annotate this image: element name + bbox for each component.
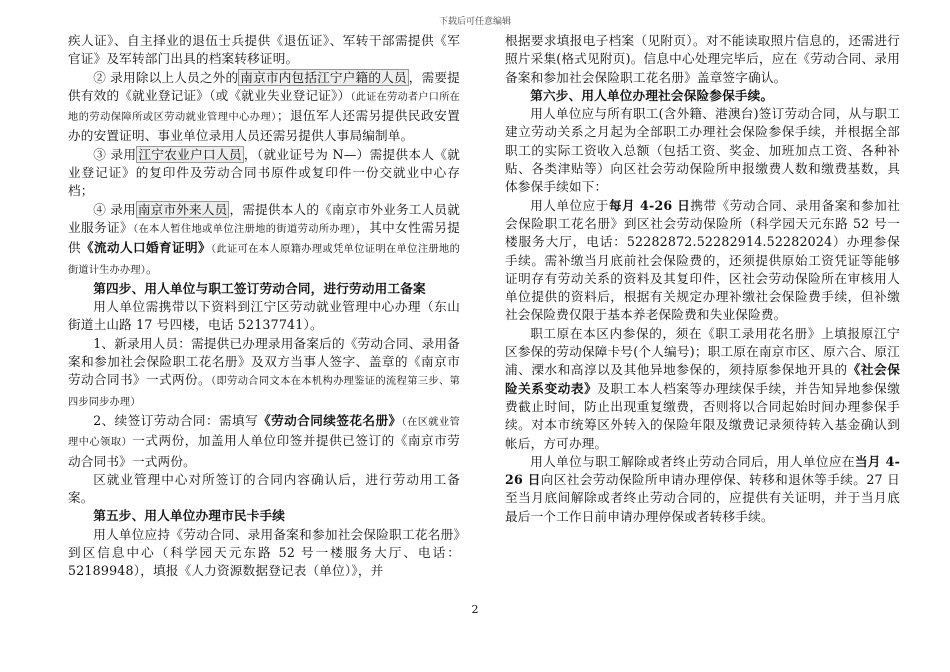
paragraph: 根据要求填报电子档案（见附页）。对不能读取照片信息的，还需进行照片采集(格式见附页)。信息中心处理完毕后，应在《劳动合同、录用备案和参加社会保险职工花名册》盖章签字确认。 xyxy=(505,33,900,85)
paragraph xyxy=(68,201,460,280)
paragraph xyxy=(68,146,460,201)
text: 1、新录用人员：需提供已办理录用备案后的《劳动合同、录用备案和参加社会保险职工花名册》及双方当事人签字、盖章的《南京市劳动合同书》一式两份。 xyxy=(68,335,460,388)
paragraph xyxy=(68,412,460,471)
bold-text: 《社会保险关系变动表》 xyxy=(505,362,900,396)
bold-text: 当月 4-26 日 xyxy=(505,453,901,488)
highlighted-text: 南京市外来人员 xyxy=(137,201,228,217)
paragraph xyxy=(505,453,900,526)
note-text: （此证在劳动者户口所在地的劳动保障所或区劳动就业管理中心办理） xyxy=(68,91,461,124)
section-heading: 第五步、用人单位办理市民卡手续 xyxy=(93,508,286,524)
paragraph: 用人单位需携带以下资料到江宁区劳动就业管理中心办理（东山街道土山路 17 号四楼，电话 52137741）。 xyxy=(68,299,460,333)
paragraph xyxy=(505,325,900,453)
paragraph xyxy=(505,197,900,325)
page-number: 2 xyxy=(471,603,479,616)
note-text: （在本人暂住地或单位注册地的街道劳动所办理） xyxy=(133,223,357,235)
paragraph: 用人单位应与所有职工(含外籍、港澳台)签订劳动合同，从与职工建立劳动关系之月起为全部职工办理社会保险参保手续，并根据全部职工的实际工资收入总额（包括工资、奖金、加班加点工资、各种补贴、各类津贴等）向区社会劳动保险所申报缴费人数和缴费基数，具体参保手续如下： xyxy=(505,106,900,195)
text: 2、续签订劳动合同：需填写 xyxy=(93,412,259,428)
text: 。 xyxy=(146,260,159,276)
note-text: （在区就业管理中心领取） xyxy=(68,416,460,449)
text: 职工原在本区内参保的，须在《职工录用花名册》上填报原江宁区参保的劳动保障卡号(个人编号)；职工原在南京市区、原六合、原江浦、溧水和高淳以及其他异地参保的，须持原参保地开具的 xyxy=(505,325,900,378)
text: ② 录用除以上人员之外的 xyxy=(93,69,239,85)
text: 携带《劳动合同、录用备案和参加社会保险职工花名册》到区社会劳动保险所（科学园天元东路 52 号一楼服务大厅，电话：52282872.52282914.52282024）办理参保手续。需补缴当月底前社会保险费的，还须提供原始工资凭证等能够证明存有劳动关系的资料及其复印件，区社会劳动保险所在审核用人单位提供的资料后，根据有关规定办理补缴社会保险费手续，但补缴社会保险费仅限于基本养老保险费和失业保险费。 xyxy=(505,197,900,323)
bold-text: 每月 4-26 日 xyxy=(608,197,691,213)
text: ，其中女性需另提供 xyxy=(68,219,461,256)
text: ；退伍军人还需另提供民政安置办的安置证明、事业单位录用人员还需另提供人事局编制单。 xyxy=(68,108,460,144)
text: 用人单位应于 xyxy=(530,197,609,213)
paragraph: 用人单位应持《劳动合同、录用备案和参加社会保险职工花名册》到区信息中心（科学园天元东路 52 号一楼服务大厅、电话：52189948），填报《人力资源数据登记表（单位）》，并 xyxy=(68,526,460,579)
text: ④ 录用 xyxy=(93,201,136,217)
note-text: （即劳动合同文本在本机构办理鉴证的流程第三步、第四步同步办理） xyxy=(68,376,461,408)
highlighted-text: 江宁农业户口人员 xyxy=(138,146,242,162)
text: ，（就业证号为 N—）需提供本人《就业登记证》的复印件及劳动合同书原件或复印件一份交就业中心存档； xyxy=(68,146,461,199)
bold-text: 《流动人口婚育证明》 xyxy=(81,240,212,256)
text: 及职工本人档案等办理续保手续，并告知异地参保缴费截止时间，防止出现重复缴费，否则将以合同起始时间办理参保手续。对本市统筹区外转入的保险年限及缴费记录须待转入基金确认到帐后，方可办理。 xyxy=(505,380,900,451)
paragraph: 区就业管理中心对所签订的合同内容确认后，进行劳动用工备案。 xyxy=(68,471,460,506)
left-column xyxy=(68,32,460,581)
right-column xyxy=(505,32,900,526)
text: 向区社会劳动保险所申请办理停保、转移和退休等手续。27 日至当月底间解除或者终止劳动合同的，应提供有关证明，并于当月底最后一个工作日前申请办理停保或者转移手续。 xyxy=(505,472,900,524)
page-header: 下载后可任意编辑 xyxy=(438,17,511,27)
text: ，需提供本人的《南京市外业务工人员就业服务证》 xyxy=(68,201,460,235)
section-heading: 第六步、用人单位办理社会保险参保手续。 xyxy=(530,87,774,103)
paragraph xyxy=(68,335,460,412)
text: 用人单位与职工解除或者终止劳动合同后，用人单位应在 xyxy=(530,453,855,469)
paragraph xyxy=(68,69,460,146)
text: 一式两份，加盖用人单位印签并提供已签订的《南京市劳动合同书》一式两份。 xyxy=(68,433,461,469)
highlighted-text: 南京市内包括江宁户籍的人员 xyxy=(240,69,407,85)
text: ③ 录用 xyxy=(93,146,137,162)
bold-text: 《劳动合同续签花名册》 xyxy=(258,412,402,428)
paragraph: 疾人证》、自主择业的退伍士兵提供《退伍证》、军转干部需提供《军官证》及军转部门出具的档案转移证明。 xyxy=(68,33,460,67)
text: ，需要提供有效的《就业登记证》（或《就业失业登记证》） xyxy=(68,69,460,103)
note-text: （此证可在本人原籍办理或凭单位证明在单位注册地的街道计生办办理） xyxy=(68,244,461,276)
section-heading: 第四步、用人单位与职工签订劳动合同，进行劳动用工备案 xyxy=(93,280,426,296)
